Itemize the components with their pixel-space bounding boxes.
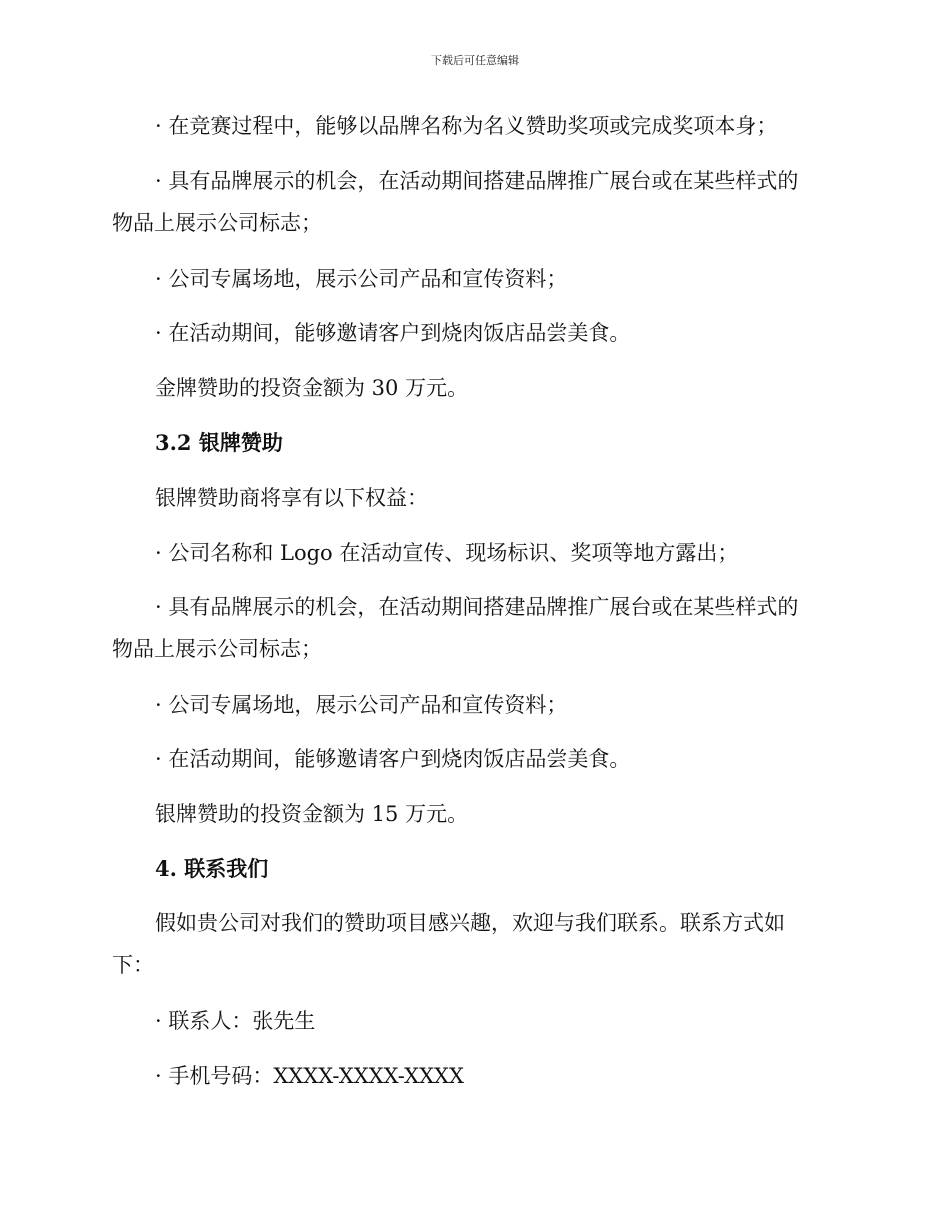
contact-person: · 联系人：张先生 (155, 1009, 316, 1033)
silver-benefit-2-cont: 物品上展示公司标志； (112, 637, 322, 661)
silver-benefit-2: · 具有品牌展示的机会，在活动期间搭建品牌推广展台或在某些样式的 (155, 595, 799, 619)
gold-benefit-2: · 具有品牌展示的机会，在活动期间搭建品牌推广展台或在某些样式的 (155, 169, 799, 193)
silver-heading: 3.2 银牌赞助 (155, 430, 283, 455)
silver-investment: 银牌赞助的投资金额为 15 万元。 (155, 802, 469, 826)
contact-intro-cont: 下： (112, 953, 154, 977)
silver-benefit-4: · 在活动期间，能够邀请客户到烧肉饭店品尝美食。 (155, 747, 631, 771)
contact-intro: 假如贵公司对我们的赞助项目感兴趣，欢迎与我们联系。联系方式如 (155, 911, 785, 935)
gold-benefit-4: · 在活动期间，能够邀请客户到烧肉饭店品尝美食。 (155, 321, 631, 345)
silver-benefit-1: · 公司名称和 Logo 在活动宣传、现场标识、奖项等地方露出； (155, 541, 739, 565)
contact-phone: · 手机号码：XXXX-XXXX-XXXX (155, 1064, 464, 1088)
gold-benefit-1: · 在竞赛过程中，能够以品牌名称为名义赞助奖项或完成奖项本身； (155, 114, 778, 138)
gold-benefit-2-cont: 物品上展示公司标志； (112, 211, 322, 235)
gold-investment: 金牌赞助的投资金额为 30 万元。 (155, 376, 469, 400)
silver-benefit-3: · 公司专属场地，展示公司产品和宣传资料； (155, 693, 568, 717)
gold-benefit-3: · 公司专属场地，展示公司产品和宣传资料； (155, 267, 568, 291)
contact-heading: 4. 联系我们 (155, 856, 269, 881)
page-header: 下载后可任意编辑 (431, 54, 519, 67)
silver-intro: 银牌赞助商将享有以下权益： (155, 486, 428, 510)
